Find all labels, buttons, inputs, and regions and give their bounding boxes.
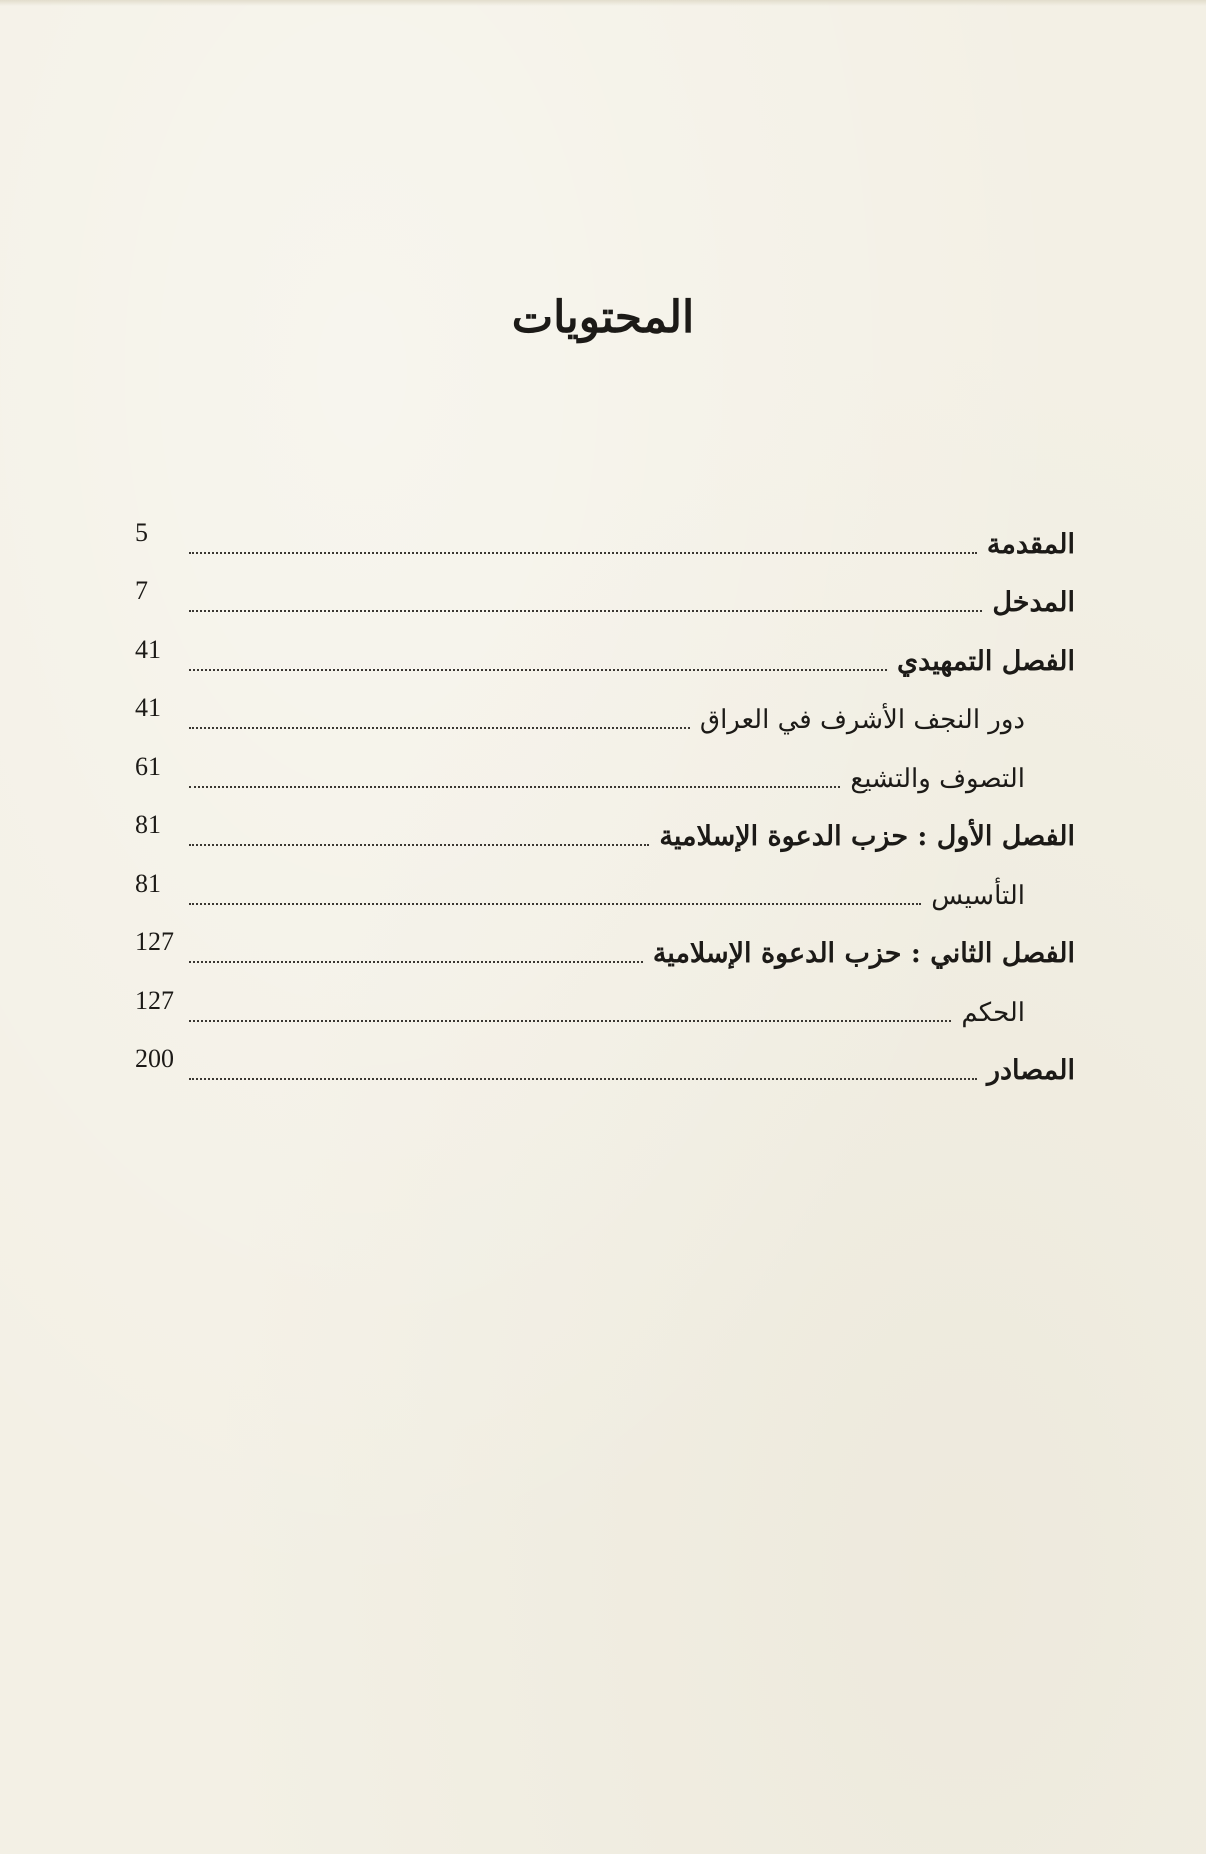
dot-leader [189,668,887,671]
dot-leader [189,551,977,554]
toc-entry [135,798,1075,857]
toc-subentry [135,973,1075,1032]
toc-entry-page-number: 41 [135,693,161,722]
toc-entry [135,1032,1075,1091]
dot-leader [189,785,840,788]
toc-entry-label: التأسيس [931,880,1025,911]
toc-entry-page-number: 127 [135,985,174,1015]
toc-entry-page-number: 127 [135,927,174,956]
toc-subentry [135,856,1075,915]
dot-leader [189,726,690,729]
toc-entry-page-number: 7 [135,576,148,605]
toc-entry [135,564,1075,623]
toc-entry [135,915,1075,974]
toc-entry-page-number: 81 [135,810,161,839]
page-title: المحتويات [511,292,695,343]
toc-entry-label: المقدمة [986,528,1075,560]
toc-entry-label: دور النجف الأشرف في العراق [699,705,1025,735]
toc-entry-label: الفصل الأول : حزب الدعوة الإسلامية [659,821,1075,852]
toc-subentry [135,739,1075,798]
dot-leader [189,960,643,963]
toc-entry-label: المصادر [986,1055,1075,1086]
toc-entry-label: الحكم [961,997,1025,1028]
toc-entry-label: الفصل التمهيدي [896,645,1075,677]
toc-entry-page-number: 41 [135,634,161,664]
toc-entry-label: المدخل [992,587,1075,618]
toc-subentry [135,681,1075,740]
toc-entry [135,505,1075,564]
toc-entry-page-number: 61 [135,751,161,781]
dot-leader [189,1019,951,1022]
toc-entry-page-number: 5 [135,517,148,547]
toc-entry-label: التصوف والتشيع [850,763,1025,794]
dot-leader [189,902,921,905]
dot-leader [189,843,649,846]
dot-leader [189,1077,977,1080]
toc-entry-page-number: 81 [135,868,161,898]
toc-entry-page-number: 200 [135,1044,174,1073]
toc-entry-label: الفصل الثاني : حزب الدعوة الإسلامية [652,938,1075,969]
page-edge-shadow [0,0,1206,6]
table-of-contents [135,505,1075,1090]
dot-leader [189,609,982,612]
toc-entry [135,622,1075,681]
